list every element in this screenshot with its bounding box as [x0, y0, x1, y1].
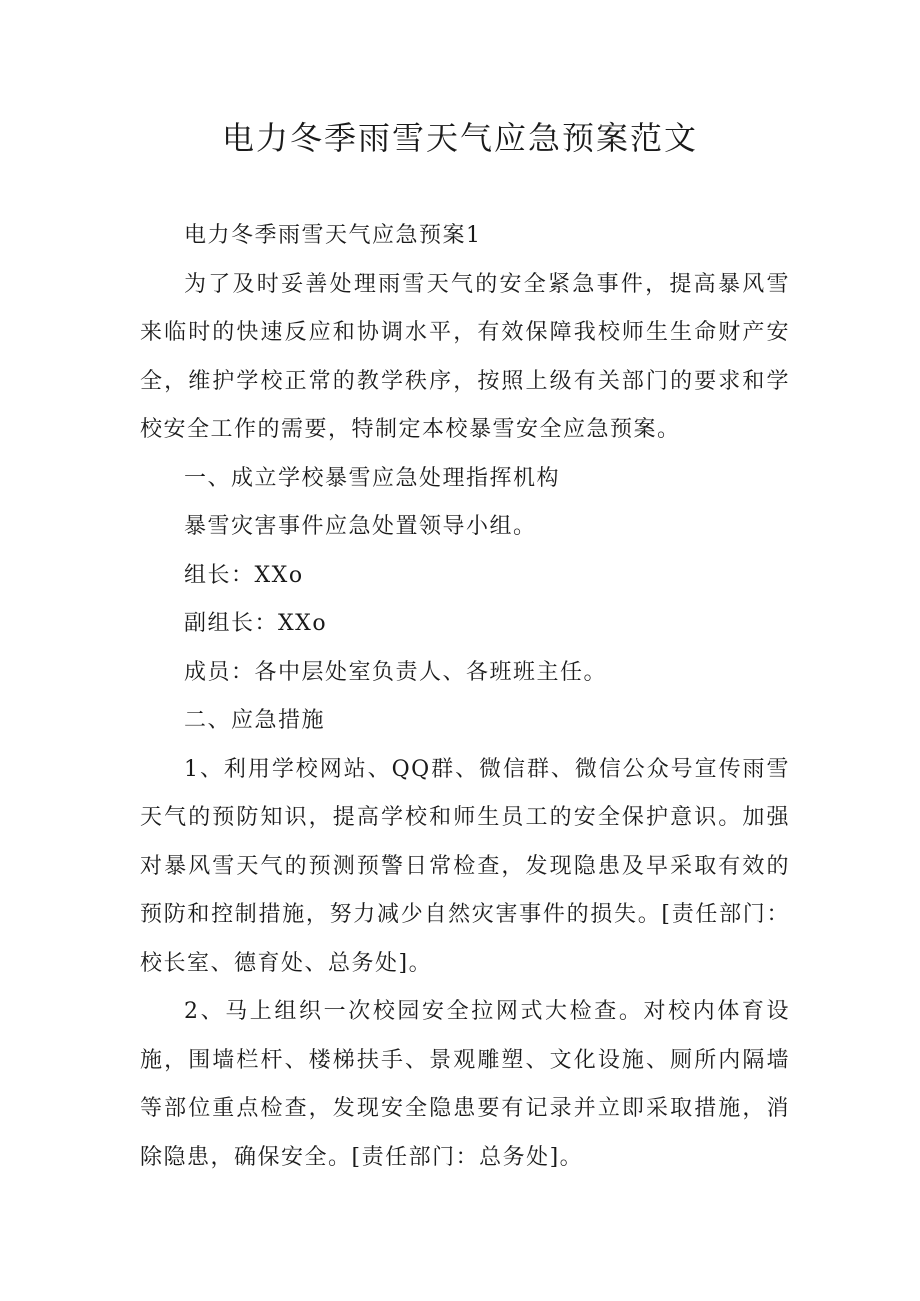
document-body [140, 212, 790, 1182]
group-leader-paragraph: 组长：XXo [184, 562, 304, 588]
deputy-leader-paragraph: 副组长：XXo [184, 611, 328, 636]
subtitle-paragraph: 电力冬季雨雪天气应急预案1 [184, 223, 482, 248]
section-heading-2: 二、应急措施 [184, 708, 326, 733]
document-title: 电力冬季雨雪天气应急预案范文 [221, 119, 698, 157]
leadership-group-paragraph: 暴雪灾害事件应急处置领导小组。 [184, 514, 537, 539]
intro-paragraph: 为了及时妥善处理雨雪天气的安全紧急事件，提高暴风雪来临时的快速反应和协调水平，有效保障我校师生生命财产安全，维护学校正常的教学秩序，按照上级有关部门的要求和学校安全工作的需要，特制定本校暴雪安全应急预案。 [140, 271, 790, 442]
members-paragraph: 成员：各中层处室负责人、各班班主任。 [184, 659, 608, 685]
measure-paragraph-1: 1、利用学校网站、QQ群、微信群、微信公众号宣传雨雪天气的预防知识，提高学校和师生员工的安全保护意识。加强对暴风雪天气的预测预警日常检查，发现隐患及早采取有效的预防和控制措施，努力减少自然灾害事件的损失。[责任部门：校长室、德育处、总务处]。 [140, 756, 790, 976]
measure-paragraph-2: 2、马上组织一次校园安全拉网式大检查。对校内体育设施，围墙栏杆、楼梯扶手、景观雕塑、文化设施、厕所内隔墙等部位重点检查，发现安全隐患要有记录并立即采取措施，消除隐患，确保安全。[责任部门：总务处]。 [140, 999, 790, 1170]
section-heading-1: 一、成立学校暴雪应急处理指挥机构 [184, 465, 561, 491]
